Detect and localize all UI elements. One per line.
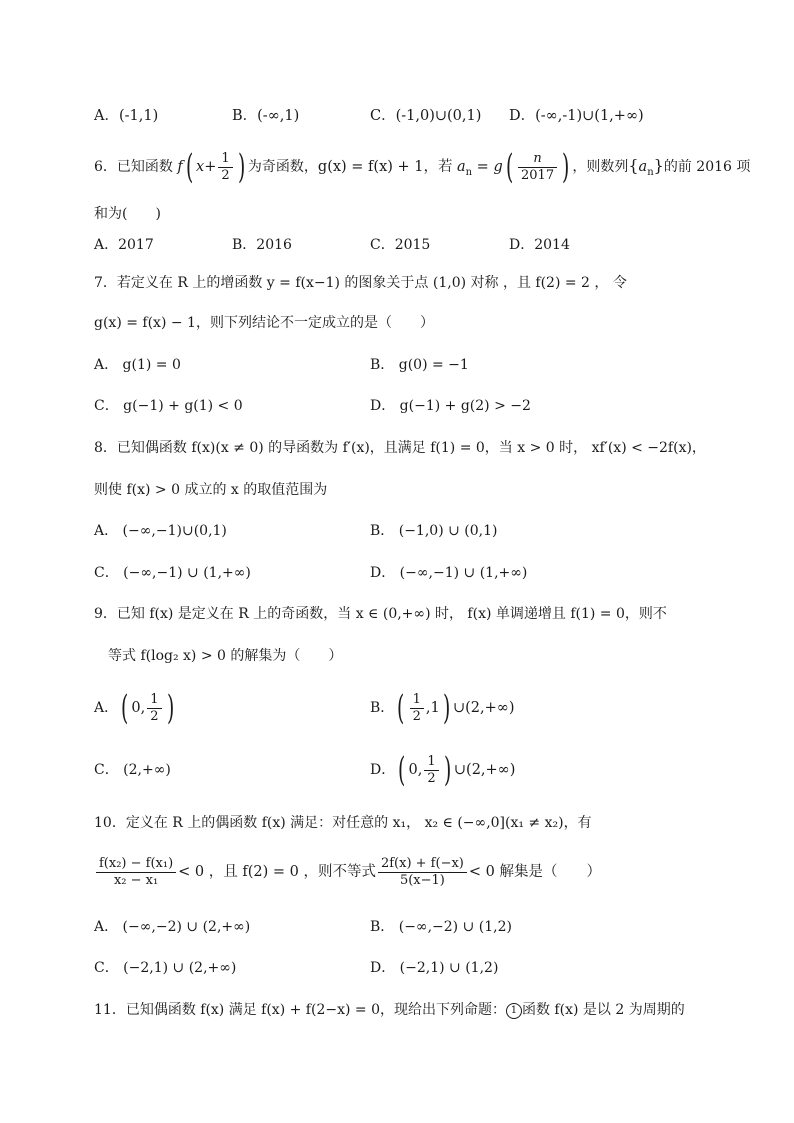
q10-option-c: C． (−2,1) ∪ (2,+∞) (94, 960, 237, 976)
q6-option-d: D．2014 (509, 237, 570, 253)
q6-option-b: B．2016 (232, 237, 292, 253)
q6-option-a: A．2017 (94, 237, 154, 253)
q7-stem-line1: 7．若定义在 R 上的增函数 y = f(x−1) 的图象关于点 (1,0) 对称 ，且 f(2) = 2 ， 令 (94, 275, 627, 291)
q5-option-b: B．(-∞,1) (232, 108, 300, 124)
q7-option-b: B． g(0) = −1 (370, 357, 469, 373)
q8-option-a: A． (−∞,−1)∪(0,1) (94, 523, 227, 539)
q10-stem-line1: 10．定义在 R 上的偶函数 f(x) 满足：对任意的 x₁， x₂ ∈ (−∞,0](x₁ ≠ x₂)，有 (94, 815, 592, 831)
q10-stem-line2: $\frac{\text{f(x₂) − f(x₁)}}{\text{x₂ − x₁}}$ < 0 ，且 f(2) = 0 ，则不等式 $\frac{2f(x) + f(-x)}{5(x-1)}$ < 0 解集是（ ） (94, 852, 734, 892)
q8-option-c: C． (−∞,−1) ∪ (1,+∞) (94, 565, 251, 581)
q8-stem-line2: 则使 f(x) > 0 成立的 x 的取值范围为 (94, 482, 328, 498)
q9-option-a: A．( 0, $\frac{1}{2}$ ) (94, 688, 174, 728)
q6-option-c: C．2015 (370, 237, 431, 253)
q11-stem-line1: 11．已知偶函数 f(x) 满足 f(x) + f(2−x) = 0，现给出下列命题： 1 函数 f(x) 是以 2 为周期的 (94, 1002, 685, 1018)
q7-option-c: C． g(−1) + g(1) < 0 (94, 398, 243, 414)
q6-stem-line1: 6．已知函数 f( x+ $\frac{1}{2}$ ) 为奇函数，g(x) = f(x) + 1，若 $a_n = g$( $\frac{n}{2017}$ ) ，则数列$\{a_n\}$的前 2016 项 (94, 147, 751, 187)
q8-option-d: D． (−∞,−1) ∪ (1,+∞) (370, 565, 528, 581)
q5-option-a: A．(-1,1) (94, 108, 159, 124)
q6-stem-line2: 和为( ) (94, 206, 161, 222)
q7-option-a: A． g(1) = 0 (94, 357, 181, 373)
q9-option-c: C． (2,+∞) (94, 762, 171, 778)
q5-option-c: C．(-1,0)∪(0,1) (370, 108, 482, 124)
q8-stem-line1: 8．已知偶函数 f(x)(x ≠ 0) 的导函数为 f′(x)，且满足 f(1) = 0，当 x > 0 时， xf′(x) < −2f(x)， (94, 440, 706, 456)
q7-option-d: D． g(−1) + g(2) > −2 (370, 398, 531, 414)
q9-option-d: D．( 0, $\frac{1}{2}$ ) ∪(2,+∞) (370, 750, 516, 790)
q10-option-d: D． (−2,1) ∪ (1,2) (370, 960, 499, 976)
q10-option-a: A． (−∞,−2) ∪ (2,+∞) (94, 919, 251, 935)
q9-stem-line2: 等式 f(log₂ x) > 0 的解集为（ ） (108, 648, 343, 664)
q9-option-b: B．( $\frac{1}{2}$ ,1) ∪(2,+∞) (370, 688, 515, 728)
circled-number-icon: 1 (506, 1003, 522, 1019)
q7-stem-line2: g(x) = f(x) − 1，则下列结论不一定成立的是（ ） (94, 315, 434, 331)
q9-stem-line1: 9．已知 f(x) 是定义在 R 上的奇函数，当 x ∈ (0,+∞) 时， f(x) 单调递增且 f(1) = 0，则不 (94, 606, 667, 622)
q10-option-b: B． (−∞,−2) ∪ (1,2) (370, 919, 512, 935)
q5-option-d: D．(-∞,-1)∪(1,+∞) (509, 108, 644, 124)
q8-option-b: B． (−1,0) ∪ (0,1) (370, 523, 498, 539)
